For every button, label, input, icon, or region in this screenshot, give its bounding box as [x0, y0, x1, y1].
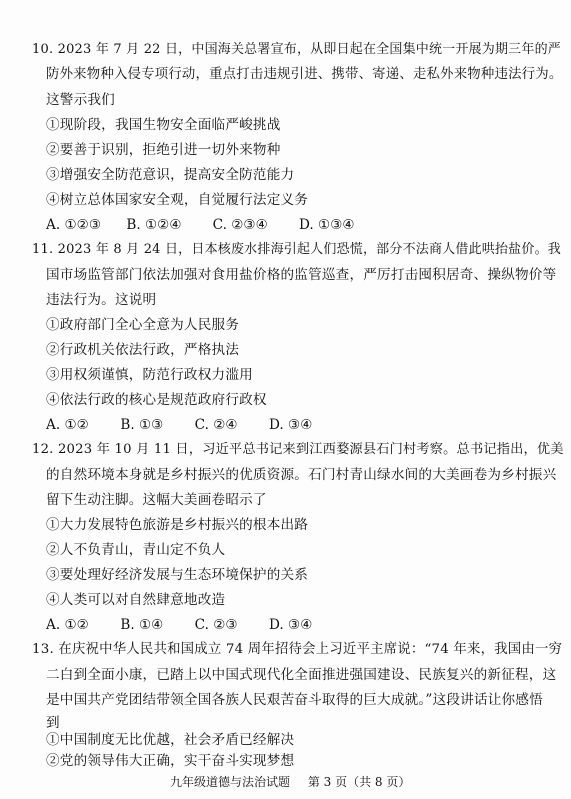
q13-stem-line-3: 是中国共产党团结带领全国各族人民艰苦奋斗取得的巨大成就。”这段讲话让你感悟 [46, 692, 543, 708]
q11-choice-a: A. ①② [46, 417, 89, 433]
q11-choices [46, 416, 312, 434]
q12-choice-d: D. ③④ [268, 617, 313, 633]
q12-choice-b: B. ①④ [120, 617, 164, 633]
q11-choice-d: D. ③④ [268, 417, 313, 433]
q10-option-3: ③增强安全防范意识，提高安全防范能力 [46, 167, 295, 183]
q12-stem-line-3: 留下生动注脚。这幅大美画卷昭示了 [46, 492, 267, 508]
q10-stem-line-3: 这警示我们 [46, 92, 115, 108]
q13-option-1: ①中国制度无比优越，社会矛盾已经解决 [46, 732, 295, 748]
q12-choice-c: C. ②③ [194, 617, 238, 633]
q11-stem-line-2: 国市场监管部门依法加强对食用盐价格的监管巡查，严厉打击囤积居奇、操纵物价等 [46, 267, 557, 283]
q12-stem-line-2: 的自然环境本身就是乡村振兴的优质资源。石门村青山绿水间的大美画卷为乡村振兴 [46, 467, 557, 483]
q10-choice-a: A. ①②③ [46, 217, 102, 233]
q13-option-2: ②党的领导伟大正确，实干奋斗实现梦想 [46, 753, 295, 769]
q11-option-2: ②行政机关依法行政，严格执法 [46, 342, 240, 358]
q11-choice-b: B. ①③ [120, 417, 164, 433]
footer-page-number: 第 3 页（共 8 页） [307, 775, 411, 789]
q12-option-1: ①大力发展特色旅游是乡村振兴的根本出路 [46, 517, 309, 533]
q12-choices [46, 616, 312, 634]
footer-subject: 九年级道德与法治试题 [170, 775, 291, 789]
q11-option-4: ④依法行政的核心是规范政府行政权 [46, 392, 267, 408]
q10-choice-b: B. ①②④ [126, 217, 182, 233]
q12-choice-a: A. ①② [46, 617, 89, 633]
q10-choice-d: D. ①③④ [298, 217, 355, 233]
q11-choice-c: C. ②④ [194, 417, 238, 433]
q11-stem-line-1: 11. 2023 年 8 月 24 日，日本核废水排海引起人们恐慌，部分不法商人借此哄抬盐价。我 [32, 242, 561, 257]
q13-stem-line-1: 13. 在庆祝中华人民共和国成立 74 周年招待会上习近平主席说：“74 年来，我国由一穷 [32, 642, 563, 657]
q10-choice-c: C. ②③④ [212, 217, 268, 233]
q13-stem-line-4: 到 [46, 715, 60, 731]
q10-stem-line-1: 10. 2023 年 7 月 22 日，中国海关总署宣布，从即日起在全国集中统一开展为期三年的严 [32, 42, 561, 57]
q10-stem-line-2: 防外来物种入侵专项行动，重点打击违规引进、携带、寄递、走私外来物种违法行为。 [46, 67, 563, 82]
q12-option-3: ③要处理好经济发展与生态环境保护的关系 [46, 567, 309, 583]
q11-stem-line-3: 违法行为。这说明 [46, 292, 157, 308]
q10-choices [46, 216, 355, 234]
q10-option-1: ①现阶段，我国生物安全面临严峻挑战 [46, 117, 281, 133]
q13-stem-line-2: 二白到全面小康，已踏上以中国式现代化全面推进强国建设、民族复兴的新征程，这 [46, 667, 557, 683]
page-footer [170, 774, 424, 790]
q12-stem-line-1: 12. 2023 年 10 月 11 日，习近平总书记来到江西婺源县石门村考察。总书记指出，优美 [32, 442, 564, 457]
q10-option-4: ④树立总体国家安全观，自觉履行法定义务 [46, 192, 309, 208]
q10-option-2: ②要善于识别，拒绝引进一切外来物种 [46, 142, 281, 158]
q12-option-2: ②人不负青山，青山定不负人 [46, 542, 226, 558]
q11-option-3: ③用权须谨慎，防范行政权力滥用 [46, 367, 253, 383]
q12-option-4: ④人类可以对自然肆意地改造 [46, 592, 226, 608]
q11-option-1: ①政府部门全心全意为人民服务 [46, 317, 240, 333]
